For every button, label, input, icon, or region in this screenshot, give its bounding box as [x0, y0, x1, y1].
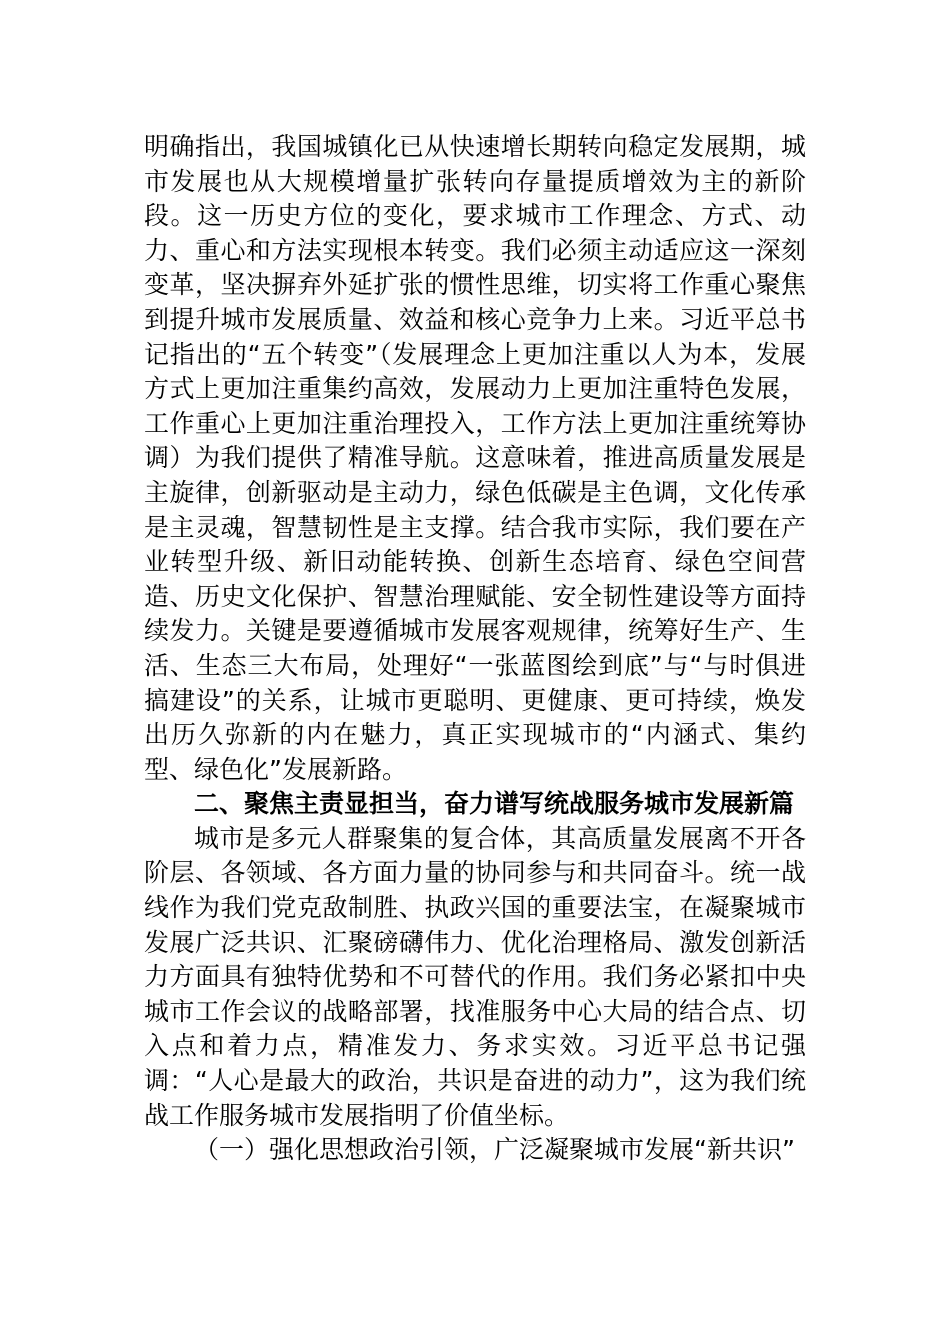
section-heading: 二、聚焦主责显担当，奋力谱写统战服务城市发展新篇 — [194, 789, 795, 819]
sub-heading: （一）强化思想政治引领，广泛凝聚城市发展“新共识” — [194, 1135, 795, 1165]
paragraph-body-continuation: 明确指出，我国城镇化已从快速增长期转向稳定发展期，城市发展也从大规模增量扩张转向存量提质增效为主的新阶段。这一历史方位的变化，要求城市工作理念、方式、动力、重心和方法实现根本转变。我们必须主动适应这一深刻变革，坚决摒弃外延扩张的惯性思维，切实将工作重心聚焦到提升城市发展质量、效益和核心竞争力上来。习近平总书记指出的“五个转变”（发展理念上更加注重以人为本，发展方式上更加注重集约高效，发展动力上更加注重特色发展，工作重心上更加注重治理投入，工作方法上更加注重统筹协调）为我们提供了精准导航。这意味着，推进高质量发展是主旋律，创新驱动是主动力，绿色低碳是主色调，文化传承是主灵魂，智慧韧性是主支撑。结合我市实际，我们要在产业转型升级、新旧动能转换、创新生态培育、绿色空间营造、历史文化保护、智慧治理赋能、安全韧性建设等方面持续发力。关键是要遵循城市发展客观规律，统筹好生产、生活、生态三大布局，处理好“一张蓝图绘到底”与“与时俱进搞建设”的关系，让城市更聪明、更健康、更可持续，焕发出历久弥新的内在魅力，真正实现城市的“内涵式、集约型、绿色化”发展新路。 — [144, 132, 806, 784]
document-body — [144, 130, 806, 1168]
paragraph-body: 城市是多元人群聚集的复合体，其高质量发展离不开各阶层、各领域、各方面力量的协同参与和共同奋斗。统一战线作为我们党克敌制胜、执政兴国的重要法宝，在凝聚城市发展广泛共识、汇聚磅礴伟力、优化治理格局、激发创新活力方面具有独特优势和不可替代的作用。我们务必紧扣中央城市工作会议的战略部署，找准服务中心大局的结合点、切入点和着力点，精准发力、务求实效。习近平总书记强调：“人心是最大的政治，共识是奋进的动力”，这为我们统战工作服务城市发展指明了价值坐标。 — [144, 823, 806, 1130]
